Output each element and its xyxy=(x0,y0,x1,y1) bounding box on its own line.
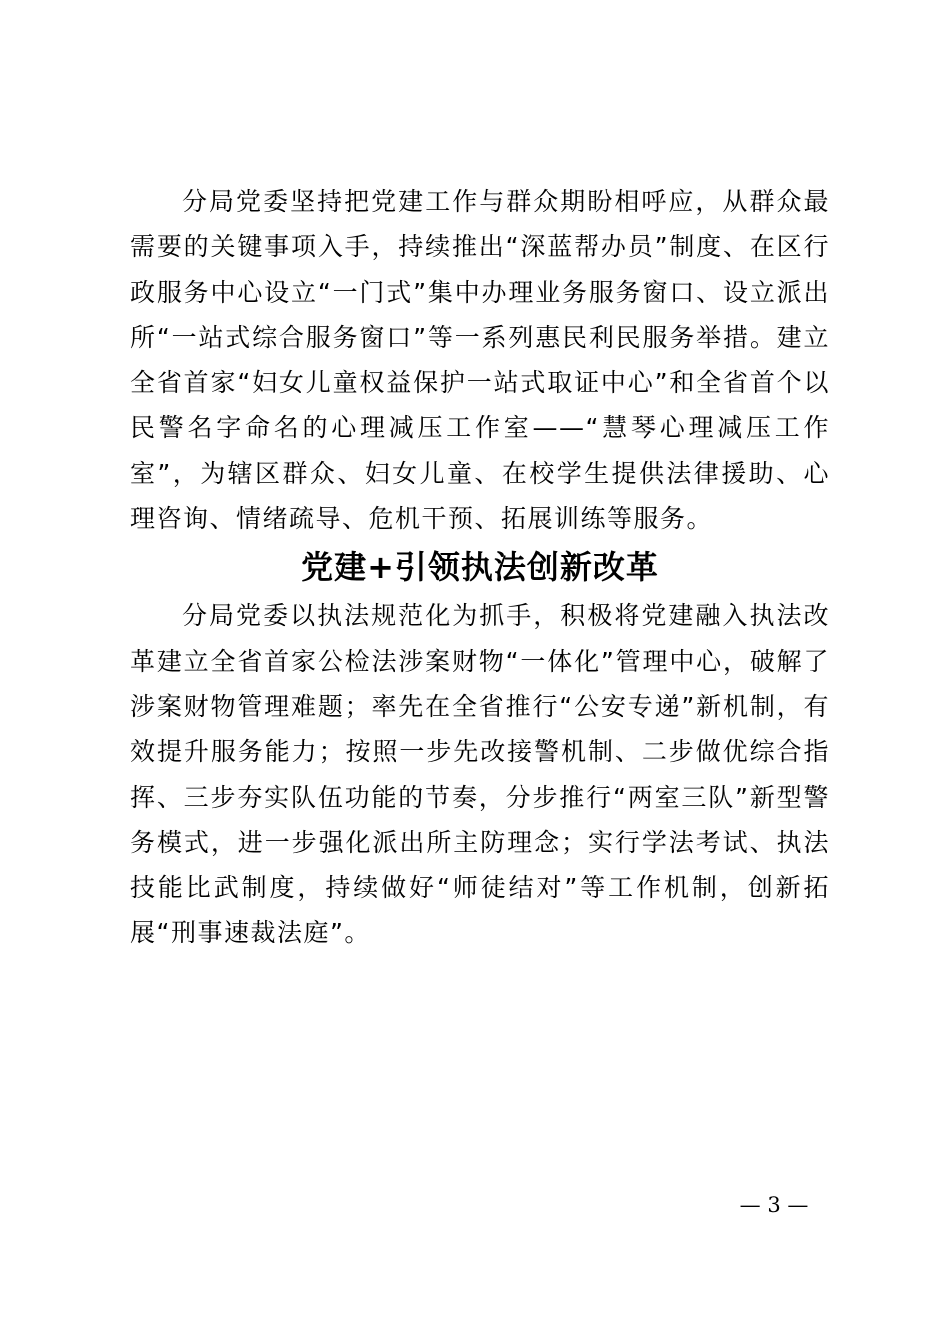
document-body xyxy=(130,179,830,956)
section-heading: 党建+引领执法创新改革 xyxy=(301,548,659,587)
body-paragraph: 分局党委以执法规范化为抓手，积极将党建融入执法改革建立全省首家公检法涉案财物“一体化”管理中心，破解了涉案财物管理难题；率先在全省推行“公安专递”新机制，有效提升服务能力；按照一步先改接警机制、二步做优综合指挥、三步夯实队伍功能的节奏，分步推行“两室三队”新型警务模式，进一步强化派出所主防理念；实行学法考试、执法技能比武制度，持续做好“师徒结对”等工作机制，创新拓展“刑事速裁法庭”。 xyxy=(130,601,830,948)
page-number: — 3 — xyxy=(739,1193,809,1217)
body-paragraph: 分局党委坚持把党建工作与群众期盼相呼应，从群众最需要的关键事项入手，持续推出“深蓝帮办员”制度、在区行政服务中心设立“一门式”集中办理业务服务窗口、设立派出所“一站式综合服务窗口”等一系列惠民利民服务举措。建立全省首家“妇女儿童权益保护一站式取证中心”和全省首个以民警名字命名的心理减压工作室——“慧琴心理减压工作室”，为辖区群众、妇女儿童、在校学生提供法律援助、心理咨询、情绪疏导、危机干预、拓展训练等服务。 xyxy=(130,187,830,534)
